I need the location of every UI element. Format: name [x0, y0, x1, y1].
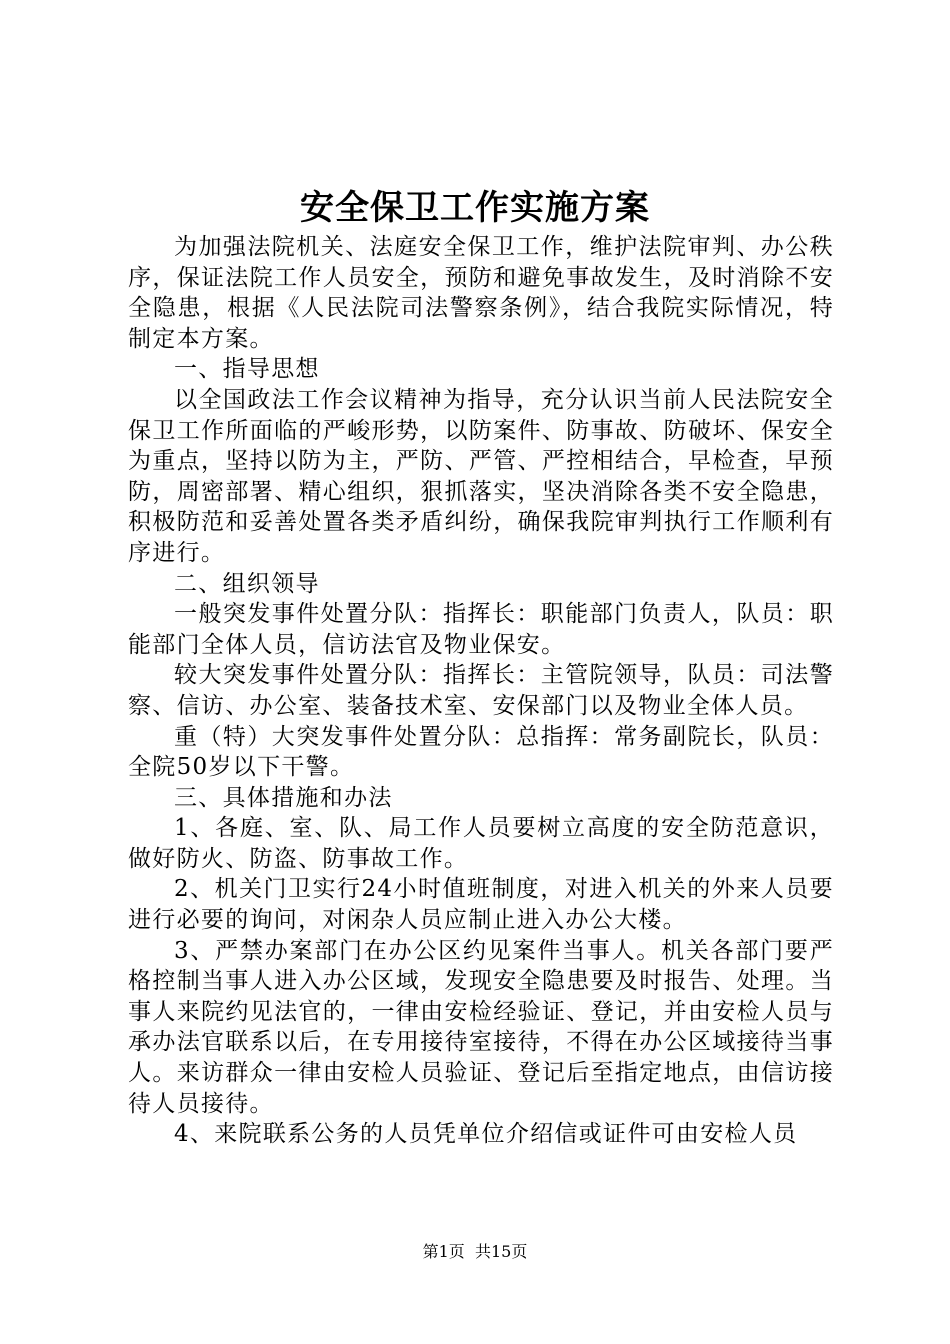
paragraph-guiding-thought: 以全国政法工作会议精神为指导，充分认识当前人民法院安全保卫工作所面临的严峻形势，以防案件、防事故、防破坏、保安全为重点，坚持以防为主，严防、严管、严控相结合，早检查，早预防，周密部署、精心组织，狠抓落实，坚决消除各类不安全隐患，积极防范和妥善处置各类矛盾纠纷，确保我院审判执行工作顺利有序进行。	[128, 386, 834, 566]
page-footer	[0, 1240, 950, 1264]
paragraph-measure-4: 4、来院联系公务的人员凭单位介绍信或证件可由安检人员	[174, 1121, 798, 1148]
footer-spacer	[465, 1242, 475, 1261]
paragraph-measure-2: 2、机关门卫实行24小时值班制度，对进入机关的外来人员要进行必要的询问，对闲杂人员应制止进入办公大楼。	[128, 876, 834, 934]
paragraph-serious-team: 重（特）大突发事件处置分队：总指挥：常务副院长，队员：全院50岁以下干警。	[128, 723, 834, 781]
document-title: 安全保卫工作实施方案	[300, 188, 650, 228]
document-body	[128, 232, 834, 1150]
section-heading-1: 一、指导思想	[174, 356, 320, 383]
page-number: 第1页	[422, 1242, 465, 1261]
paragraph-major-team: 较大突发事件处置分队：指挥长：主管院领导，队员：司法警察、信访、办公室、装备技术室、安保部门以及物业全体人员。	[128, 662, 834, 719]
paragraph-intro: 为加强法院机关、法庭安全保卫工作，维护法院审判、办公秩序，保证法院工作人员安全，预防和避免事故发生，及时消除不安全隐患，根据《人民法院司法警察条例》，结合我院实际情况，特制定本方案。	[128, 234, 834, 352]
paragraph-general-team: 一般突发事件处置分队：指挥长：职能部门负责人，队员：职能部门全体人员，信访法官及物业保安。	[128, 601, 834, 658]
paragraph-measure-1: 1、各庭、室、队、局工作人员要树立高度的安全防范意识，做好防火、防盗、防事故工作。	[128, 815, 834, 872]
section-heading-3: 三、具体措施和办法	[174, 784, 393, 811]
paragraph-measure-3: 3、严禁办案部门在办公区约见案件当事人。机关各部门要严格控制当事人进入办公区域，发现安全隐患要及时报告、处理。当事人来院约见法官的，一律由安检经验证、登记，并由安检人员与承办法官联系以后，在专用接待室接待，不得在办公区域接待当事人。来访群众一律由安检人员验证、登记后至指定地点，由信访接待人员接待。	[128, 937, 834, 1117]
section-heading-2: 二、组织领导	[174, 570, 320, 597]
page-total: 共15页	[474, 1242, 528, 1261]
